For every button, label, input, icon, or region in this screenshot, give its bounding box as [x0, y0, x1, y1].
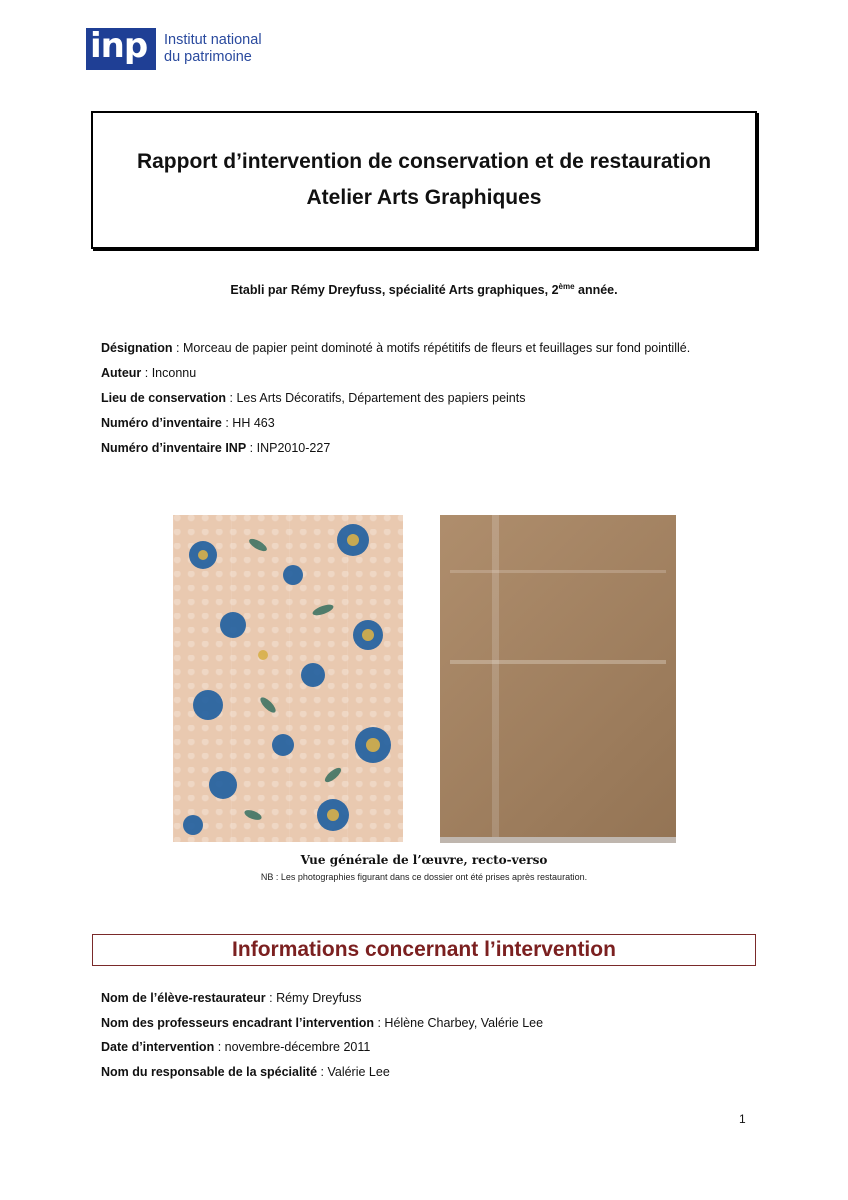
logo-line-2: du patrimoine — [164, 49, 252, 65]
field-label: Lieu de conservation — [101, 391, 227, 405]
field-value: : Valérie Lee — [317, 1064, 390, 1079]
field-value: : novembre-décembre 2011 — [214, 1040, 371, 1054]
photo-note: NB : Les photographies figurant dans ce dossier ont été prises après restauration. — [260, 872, 588, 882]
field-value: : Rémy Dreyfuss — [265, 991, 362, 1005]
inp-logo-text — [164, 32, 262, 66]
field-inventaire-inp — [101, 436, 741, 461]
field-responsable — [101, 1060, 741, 1085]
report-title-box — [91, 111, 757, 249]
photo-caption: Vue générale de l’œuvre, recto-verso — [300, 853, 548, 867]
field-label: Numéro d’inventaire — [101, 416, 222, 430]
report-title: Rapport d’intervention de conservation et de restauration — [136, 150, 712, 173]
section-title: Informations concernant l’intervention — [232, 938, 616, 961]
field-label: Numéro d’inventaire INP — [101, 441, 247, 455]
field-label: Date d’intervention — [101, 1040, 215, 1054]
field-value: : Inconnu — [141, 366, 197, 380]
field-value: : INP2010-227 — [246, 441, 331, 455]
field-auteur — [101, 361, 741, 386]
artwork-fields — [101, 336, 741, 461]
verso-edge — [440, 837, 676, 843]
photo-recto — [173, 515, 403, 842]
inp-logo-mark: inp — [86, 28, 156, 70]
author-text: Etabli par Rémy Dreyfuss, spécialité Arts graphiques, 2 — [230, 283, 559, 298]
verso-seam — [450, 570, 666, 573]
field-lieu — [101, 386, 741, 411]
floral-pattern-image — [173, 515, 403, 842]
field-label: Désignation — [101, 341, 173, 355]
report-subtitle: Atelier Arts Graphiques — [306, 186, 542, 209]
field-value: : Morceau de papier peint dominoté à motifs répétitifs de fleurs et feuillages sur fond pointillé. — [172, 341, 691, 355]
field-value: : Hélène Charbey, Valérie Lee — [374, 1015, 544, 1030]
field-professeurs — [101, 1011, 741, 1036]
field-value: : Les Arts Décoratifs, Département des papiers peints — [226, 391, 526, 405]
field-eleve — [101, 986, 741, 1011]
field-label: Auteur — [101, 366, 142, 380]
field-value: : HH 463 — [221, 416, 275, 430]
author-line — [0, 282, 848, 297]
author-sup: ème — [558, 282, 575, 291]
logo-line-1: Institut national — [164, 32, 262, 48]
page-number: 1 — [739, 1112, 746, 1126]
field-date — [101, 1035, 741, 1060]
verso-seam — [450, 660, 666, 664]
section-header-box — [92, 934, 756, 966]
inp-logo — [86, 28, 262, 70]
field-label: Nom de l’élève-restaurateur — [101, 991, 266, 1005]
field-label: Nom du responsable de la spécialité — [101, 1064, 318, 1079]
author-suffix: année. — [574, 283, 618, 298]
photo-verso — [440, 515, 676, 843]
intervention-fields — [101, 986, 741, 1084]
field-inventaire — [101, 411, 741, 436]
field-designation — [101, 336, 741, 361]
field-label: Nom des professeurs encadrant l’intervention — [101, 1015, 374, 1030]
